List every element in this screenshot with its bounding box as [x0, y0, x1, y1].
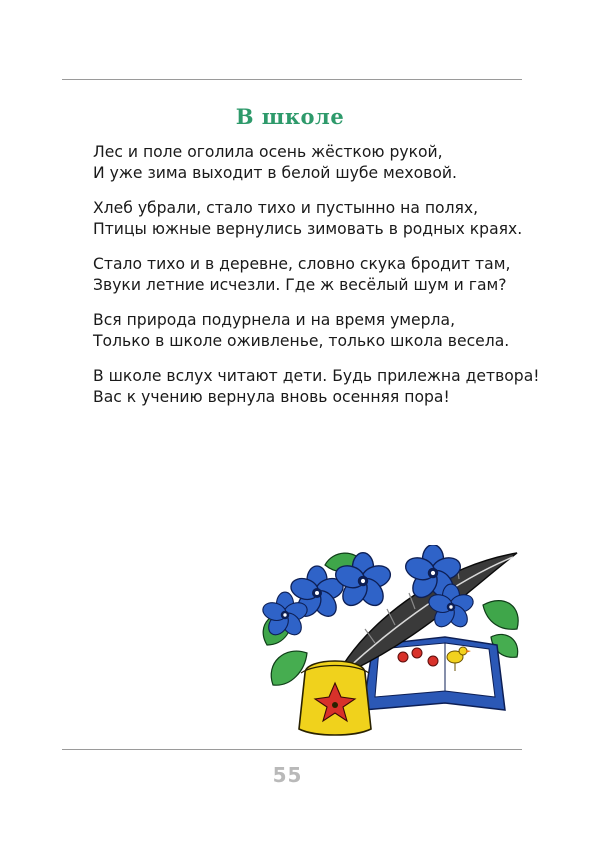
- leaf-bottom-left-icon: [271, 651, 307, 685]
- stanza: [93, 198, 533, 240]
- stanza: [93, 310, 533, 352]
- page-number: 55: [272, 763, 303, 787]
- poem-line: В школе вслух читают дети. Будь прилежна детвора!: [93, 367, 540, 385]
- poem-line: И уже зима выходит в белой шубе меховой.: [93, 164, 457, 182]
- poem-line: Лес и поле оголила осень жёсткою рукой,: [93, 143, 443, 161]
- poem-line: Хлеб убрали, стало тихо и пустынно на полях,: [93, 199, 479, 217]
- stanza: [93, 254, 533, 296]
- school-illustration: [255, 545, 525, 740]
- stanza: [93, 366, 540, 408]
- bottom-rule: [62, 749, 522, 750]
- poem-line: Звуки летние исчезли. Где ж весёлый шум и гам?: [93, 276, 507, 294]
- poem-line: Только в школе оживленье, только школа весела.: [93, 332, 510, 350]
- poem-line: Вас к учению вернула вновь осенняя пора!: [93, 388, 450, 406]
- poem-title: В школе: [235, 104, 345, 129]
- stanza: [93, 142, 533, 184]
- poem-line: Стало тихо и в деревне, словно скука бродит там,: [93, 255, 511, 273]
- inkwell-icon: [299, 661, 371, 735]
- poem-body: [93, 142, 540, 422]
- top-rule: [62, 79, 522, 80]
- poem-line: Вся природа подурнела и на время умерла,: [93, 311, 456, 329]
- poem-line: Птицы южные вернулись зимовать в родных краях.: [93, 220, 523, 238]
